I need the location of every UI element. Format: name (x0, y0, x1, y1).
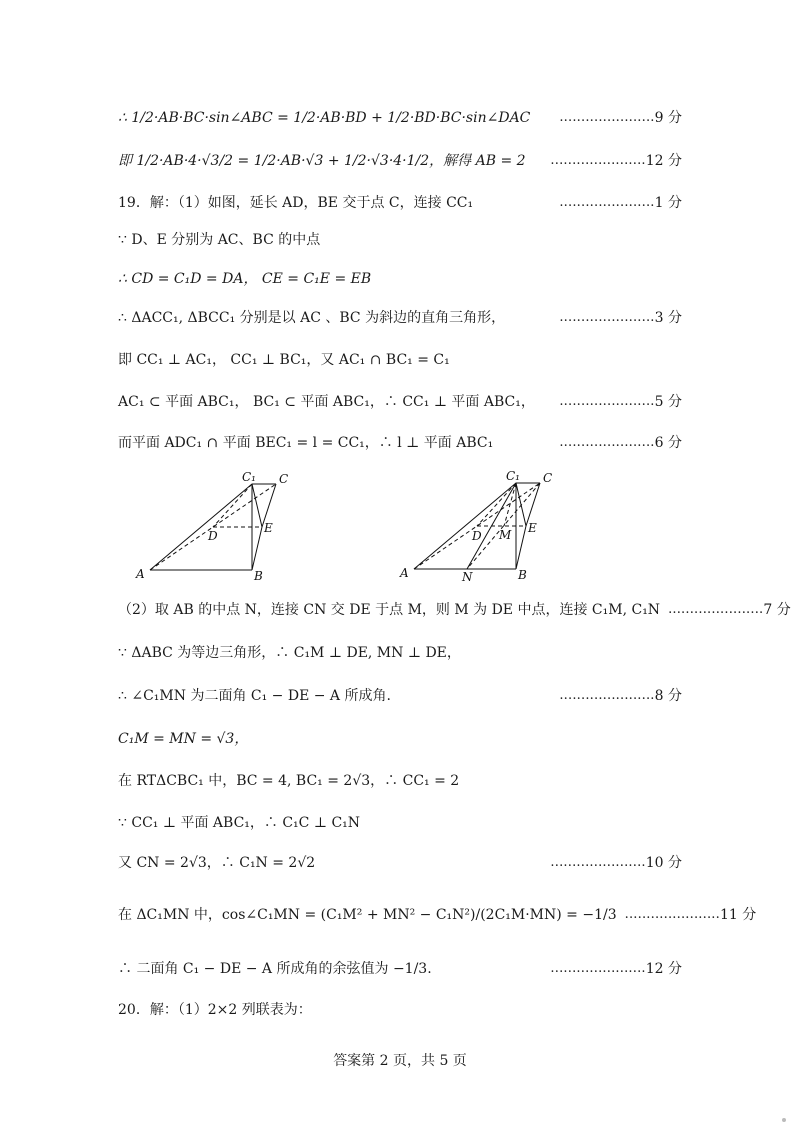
line-text: 而平面 ADC₁ ∩ 平面 BEC₁ = l = CC₁，∴ l ⊥ 平面 ABC₁ (118, 435, 494, 451)
score-label: 1 分 (654, 195, 682, 211)
line-text: ∵ CC₁ ⊥ 平面 ABC₁，∴ C₁C ⊥ C₁N (118, 815, 361, 831)
edge-CE (526, 483, 540, 526)
score-label: 6 分 (654, 435, 682, 451)
solution-line-4 (118, 230, 682, 250)
line-text: 即 CC₁ ⊥ AC₁， CC₁ ⊥ BC₁，又 AC₁ ∩ BC₁ = C₁ (118, 352, 450, 368)
dot-leader (473, 193, 655, 213)
dot-leader (530, 108, 654, 128)
line-text: 在 RTΔCBC₁ 中，BC = 4, BC₁ = 2√3，∴ CC₁ = 2 (118, 773, 460, 789)
line-text: 在 ΔC₁MN 中，cos∠C₁MN = (C₁M² + MN² − C₁N²)/(2C₁M·MN) = −1/3 (118, 907, 617, 923)
solution-line-15 (118, 813, 682, 833)
score-label: 8 分 (654, 688, 682, 704)
label-D: D (208, 529, 218, 543)
line-text: 又 CN = 2√3，∴ C₁N = 2√2 (118, 855, 316, 871)
solution-line-1 (118, 108, 682, 128)
solution-line-3 (118, 193, 682, 213)
line-text: （2）取 AB 的中点 N，连接 CN 交 DE 于点 M，则 M 为 DE 中点，连接 C₁M, C₁N (118, 602, 661, 618)
score-label: 9 分 (654, 110, 682, 126)
geometry-figure-right (392, 466, 572, 586)
dashed-C1D (213, 484, 252, 527)
score-label: 3 分 (654, 310, 682, 326)
solution-line-2 (118, 151, 682, 171)
solution-line-13 (118, 729, 682, 749)
line-text: 即 1/2·AB·4·√3/2 = 1/2·AB·√3 + 1/2·√3·4·1/2，解得 AB = 2 (118, 153, 526, 169)
label-A: A (136, 567, 145, 581)
page-footer: 答案第 2 页，共 5 页 (333, 1053, 467, 1069)
scan-mark (782, 1118, 786, 1122)
line-text: ∴ CD = C₁D = DA， CE = C₁E = EB (118, 271, 372, 287)
solution-line-8 (118, 392, 682, 412)
solution-line-17 (118, 905, 757, 925)
dot-leader (535, 392, 655, 412)
solution-line-19 (118, 1000, 682, 1020)
label-C1: C₁ (506, 469, 520, 483)
score-label: 7 分 (763, 602, 791, 618)
label-N: N (462, 570, 473, 584)
label-E: E (528, 521, 537, 535)
dot-leader (315, 853, 646, 873)
line-text: ∴ 二面角 C₁ − DE − A 所成角的余弦值为 −1/3. (118, 961, 432, 977)
solution-line-5 (118, 269, 682, 289)
score-label: 12 分 (645, 961, 682, 977)
dot-leader (660, 600, 763, 620)
dot-leader (526, 151, 646, 171)
edge-EB (516, 526, 526, 569)
label-E: E (264, 521, 273, 535)
label-C: C (279, 472, 289, 486)
dot-leader (432, 959, 646, 979)
solution-line-18 (118, 959, 682, 979)
label-D: D (472, 529, 482, 543)
score-label: 12 分 (645, 153, 682, 169)
score-label: 5 分 (654, 394, 682, 410)
solution-line-6 (118, 308, 682, 328)
solution-line-7 (118, 350, 682, 370)
dot-leader (505, 308, 655, 328)
line-text: 19．解：（1）如图，延长 AD，BE 交于点 C，连接 CC₁ (118, 195, 474, 211)
line-text: ∵ ΔABC 为等边三角形，∴ C₁M ⊥ DE, MN ⊥ DE， (118, 645, 461, 661)
line-text: 20．解：（1）2×2 列联表为： (118, 1002, 312, 1018)
solution-line-10 (118, 600, 791, 620)
solution-line-14 (118, 771, 682, 791)
line-text: ∵ D、E 分别为 AC、BC 的中点 (118, 232, 321, 248)
dot-leader (391, 686, 655, 706)
line-text: ∴ ∠C₁MN 为二面角 C₁ − DE − A 所成角. (118, 688, 391, 704)
line-text: C₁M = MN = √3， (118, 731, 249, 747)
edge-C1E (516, 483, 526, 526)
score-label: 10 分 (645, 855, 682, 871)
solution-line-16 (118, 853, 682, 873)
label-M: M (499, 528, 512, 542)
line-text: ∴ 1/2·AB·BC·sin∠ABC = 1/2·AB·BD + 1/2·BD·BC·sin∠DAC (118, 110, 531, 126)
solution-line-9 (118, 433, 682, 453)
line-text: ∴ ΔACC₁, ΔBCC₁ 分别是以 AC 、BC 为斜边的直角三角形， (118, 310, 506, 326)
label-C1: C₁ (242, 470, 256, 484)
label-B: B (254, 569, 263, 583)
label-C: C (543, 471, 553, 485)
solution-line-12 (118, 686, 682, 706)
label-A: A (400, 566, 409, 580)
label-B: B (518, 568, 527, 582)
line-text: AC₁ ⊂ 平面 ABC₁， BC₁ ⊂ 平面 ABC₁，∴ CC₁ ⊥ 平面 ABC₁， (118, 394, 535, 410)
solution-line-11 (118, 643, 682, 663)
edge-C1E (252, 484, 262, 527)
geometry-figure-left (128, 470, 308, 585)
score-label: 11 分 (719, 907, 757, 923)
edge-EB (252, 527, 262, 570)
dot-leader (617, 905, 720, 925)
dot-leader (493, 433, 654, 453)
